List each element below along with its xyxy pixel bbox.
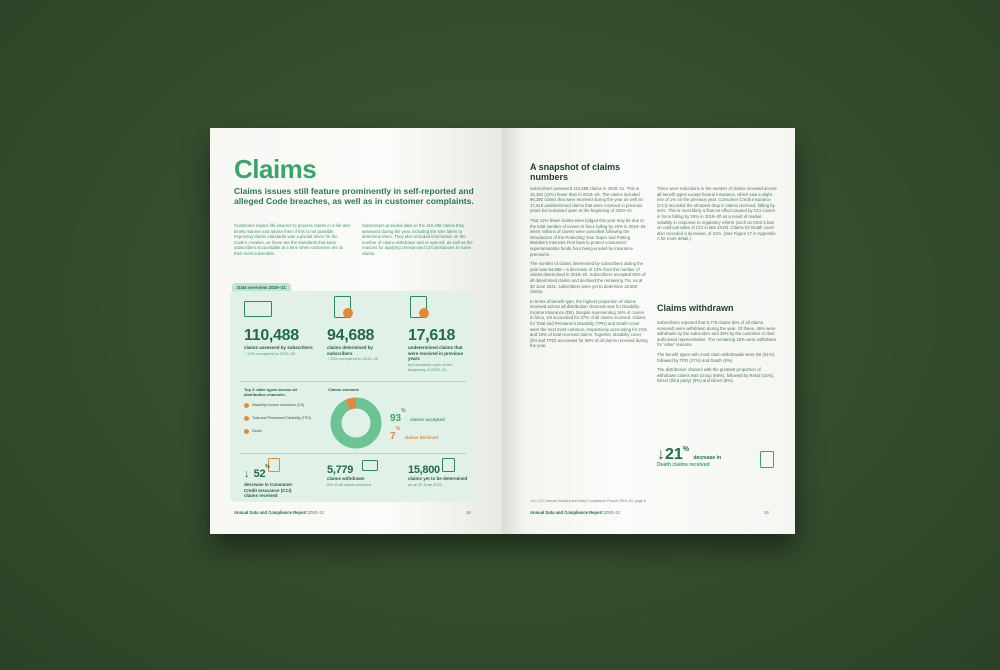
callout-sublabel: Death claims received [657,462,710,468]
stat-cci-decrease: ↓ 52% decrease in Consumer Credit Insurance (CCI) claims received [244,464,306,499]
page-title: Claims [234,154,317,184]
stat-subtext: as at 30 June 2021 [408,481,443,487]
paragraph: The benefit types with most claim withdrawals were DII (51%), followed by TPD (27%) and Death (9%). [657,351,776,363]
stat-claims-withdrawn [327,464,402,487]
accepted-label-group: 93% claims accepted [390,408,445,424]
check-badge-icon [343,308,353,318]
intro-column-1: Customers expect life insurers to process claims in a fair and timely manner and advise them if this is not possible. Improving claims standards was a pivotal driver for the Code’s creation, as these are the standards that keep subscribers accountable at a time when customers are at their most vulnerable. [234,223,350,256]
stat-number: 94,688 [327,327,375,344]
footer [234,510,324,515]
footer-title: Annual Data and Compliance Report [234,510,307,515]
chart-title: Claims outcome [328,387,359,392]
top3-heading: Top 3 claim types across all distribution channels: [244,387,297,397]
stat-description: claims yet to be determined [408,476,468,481]
money-icon [244,301,272,317]
stat-subtext: but remained open at the beginning of 2020–21 [408,361,453,372]
paragraph: Subscribers reported that 5,779 claims (6% of all claims received) were withdrawn during the year. Of these, 46% were withdrawn by the subscriber and 39% by the customer or their authorised representative. The remaining 15% were withdrawn for ‘other’ reasons. [657,320,777,348]
stat-claims-assessed [244,327,319,356]
page-number: 19 [764,510,769,515]
callout-number: 21 [665,446,683,463]
paragraph: The distribution channel with the greatest proportion of withdrawn claims was Group (66%), followed by Retail (15%), Direct (third party) (9%) and Direct (8%). [657,367,775,384]
stat-description: decrease in Consumer Credit Insurance (CCI) claims received [244,482,293,499]
stat-claims-determined [327,327,402,361]
paragraph: In terms of benefit type, the highest proportion of claims received across all distribution channels was for Disability Income Insurance (DII). Despite representing 16% of covers in force, DII accounted for 37% of all claims received. Claims for Total and Permanent Disability (TPD) and Death cover were the next most common, respectively accounting for 21% and 16% of total received claims. Together, disability cover (DII and TPD) accounted for 58% of all claims received during the year. [530,298,648,349]
data-overview-panel [230,291,476,502]
stat-claims-undetermined [408,464,483,487]
stat-number: 110,488 [244,327,299,344]
stat-number: 15,800 [408,464,440,476]
footer [530,510,620,515]
paragraph: The number of claims determined by subscribers during the year was 94,688 – a decrease of 13% from the number of claims determined in 2019–20. Subscribers accepted 93% of all determined claims and declined the remaining 7%. As at 30 June 2021, subscribers were yet to determine 15,800 claims. [530,261,646,295]
death-claims-callout: ↓21% decrease in Death claims received [657,446,777,468]
stat-number: 52 [253,468,266,480]
column-1 [530,186,648,353]
stat-description: claims withdrawn [327,476,365,481]
paragraph: There were reductions in the number of claims received across all benefit types except funeral insurance, which saw a slight rise of 1% on the previous year. Consumer Credit Insurance (CCI) recorded the sharpest drop in claims received, falling by 52%. This is most likely a flow-on effect caused by CCI covers in force falling by 25% in 2019–20 as a result of market volatility in response to regulatory reform (such as ASIC’s ban on cold-call sales of CCI in late 2019). Claims for Death cover also recorded a decrease, of 21%. (See Figure 17 in Appendix A for more detail.) [657,186,777,242]
declined-value: 7 [390,431,396,442]
footnote: 14 LCCC Annual Industry and Data Compliance Report 2019–20, page 6 [530,499,646,503]
column-2b [657,320,777,388]
lead-paragraph: Claims issues still feature prominently in self-reported and alleged Code breaches, as well as in customer complaints. [234,186,474,206]
accepted-label: claims accepted [410,417,445,422]
accepted-value: 93 [390,413,402,424]
right-page [502,128,795,534]
callout-label: decrease in [693,455,722,461]
stat-description: claims determined by subscribers [327,345,374,356]
declined-label-group: 7% claims declined [390,426,438,442]
column-2 [657,186,777,246]
declined-label: claims declined [404,435,438,440]
left-page [210,128,502,534]
snapshot-heading: A snapshot of claims numbers [530,162,621,182]
footer-year: 2020–21 [603,510,621,515]
question-badge-icon [419,308,429,318]
list-item: Death [244,429,314,433]
list-item: Total and Permanent Disability (TPD) [244,416,314,420]
paragraph: That 12% fewer claims were lodged this year may be due to the total number of covers in force falling by 20% in 2019–20, when millions of covers were cancelled following the introduction of the Protecting Your Super and Putting Members Interests First laws to protect consumers’ superannuation funds from being eroded by insurance premiums. [530,217,647,257]
stat-description: undetermined claims that were received in previous years [408,345,464,362]
divider [240,381,466,382]
stat-subtext: ↓ 12% compared to 2019–20 [244,350,296,356]
footer-title: Annual Data and Compliance Report [530,510,603,515]
footer-year: 2020–21 [307,510,325,515]
list-item: Disability Income Insurance (DII) [244,403,314,407]
donut-slice-claims-accepted [336,403,376,443]
page-number: 18 [466,510,471,515]
divider [240,453,466,454]
stat-subtext: 6% of all claims received [327,481,372,487]
claims-outcome-donut-chart [330,397,382,449]
paragraph: Subscribers assessed 110,488 claims in 2020–21. This is 15,392 (12%) fewer than in 2019–20. The claims included 96,380 claims that were received during the year as well as 17,618 undetermined claims that were received in previous years but remained open at the beginning of 2020–21. [530,186,643,214]
stat-number: 17,618 [408,327,456,344]
brochure-spread [210,128,795,534]
stat-subtext: ↓ 13% compared to 2019–20 [327,356,379,362]
stat-undetermined-claims [408,327,470,372]
intro-column-2: Subscribers provided data on the 110,488 claims they assessed during the year, including the time taken to determine them. They also included information on the number of claims withdrawn and re-opened, as well as the reasons for applying Unexpected Circumstances to some claims. [362,223,473,256]
document-down-icon [760,451,774,468]
withdrawn-heading: Claims withdrawn [657,303,734,313]
stat-description: claims assessed by subscribers [244,345,313,350]
panel-tab: Data overview 2020–21 [232,283,291,292]
stat-number: 5,779 [327,464,354,476]
